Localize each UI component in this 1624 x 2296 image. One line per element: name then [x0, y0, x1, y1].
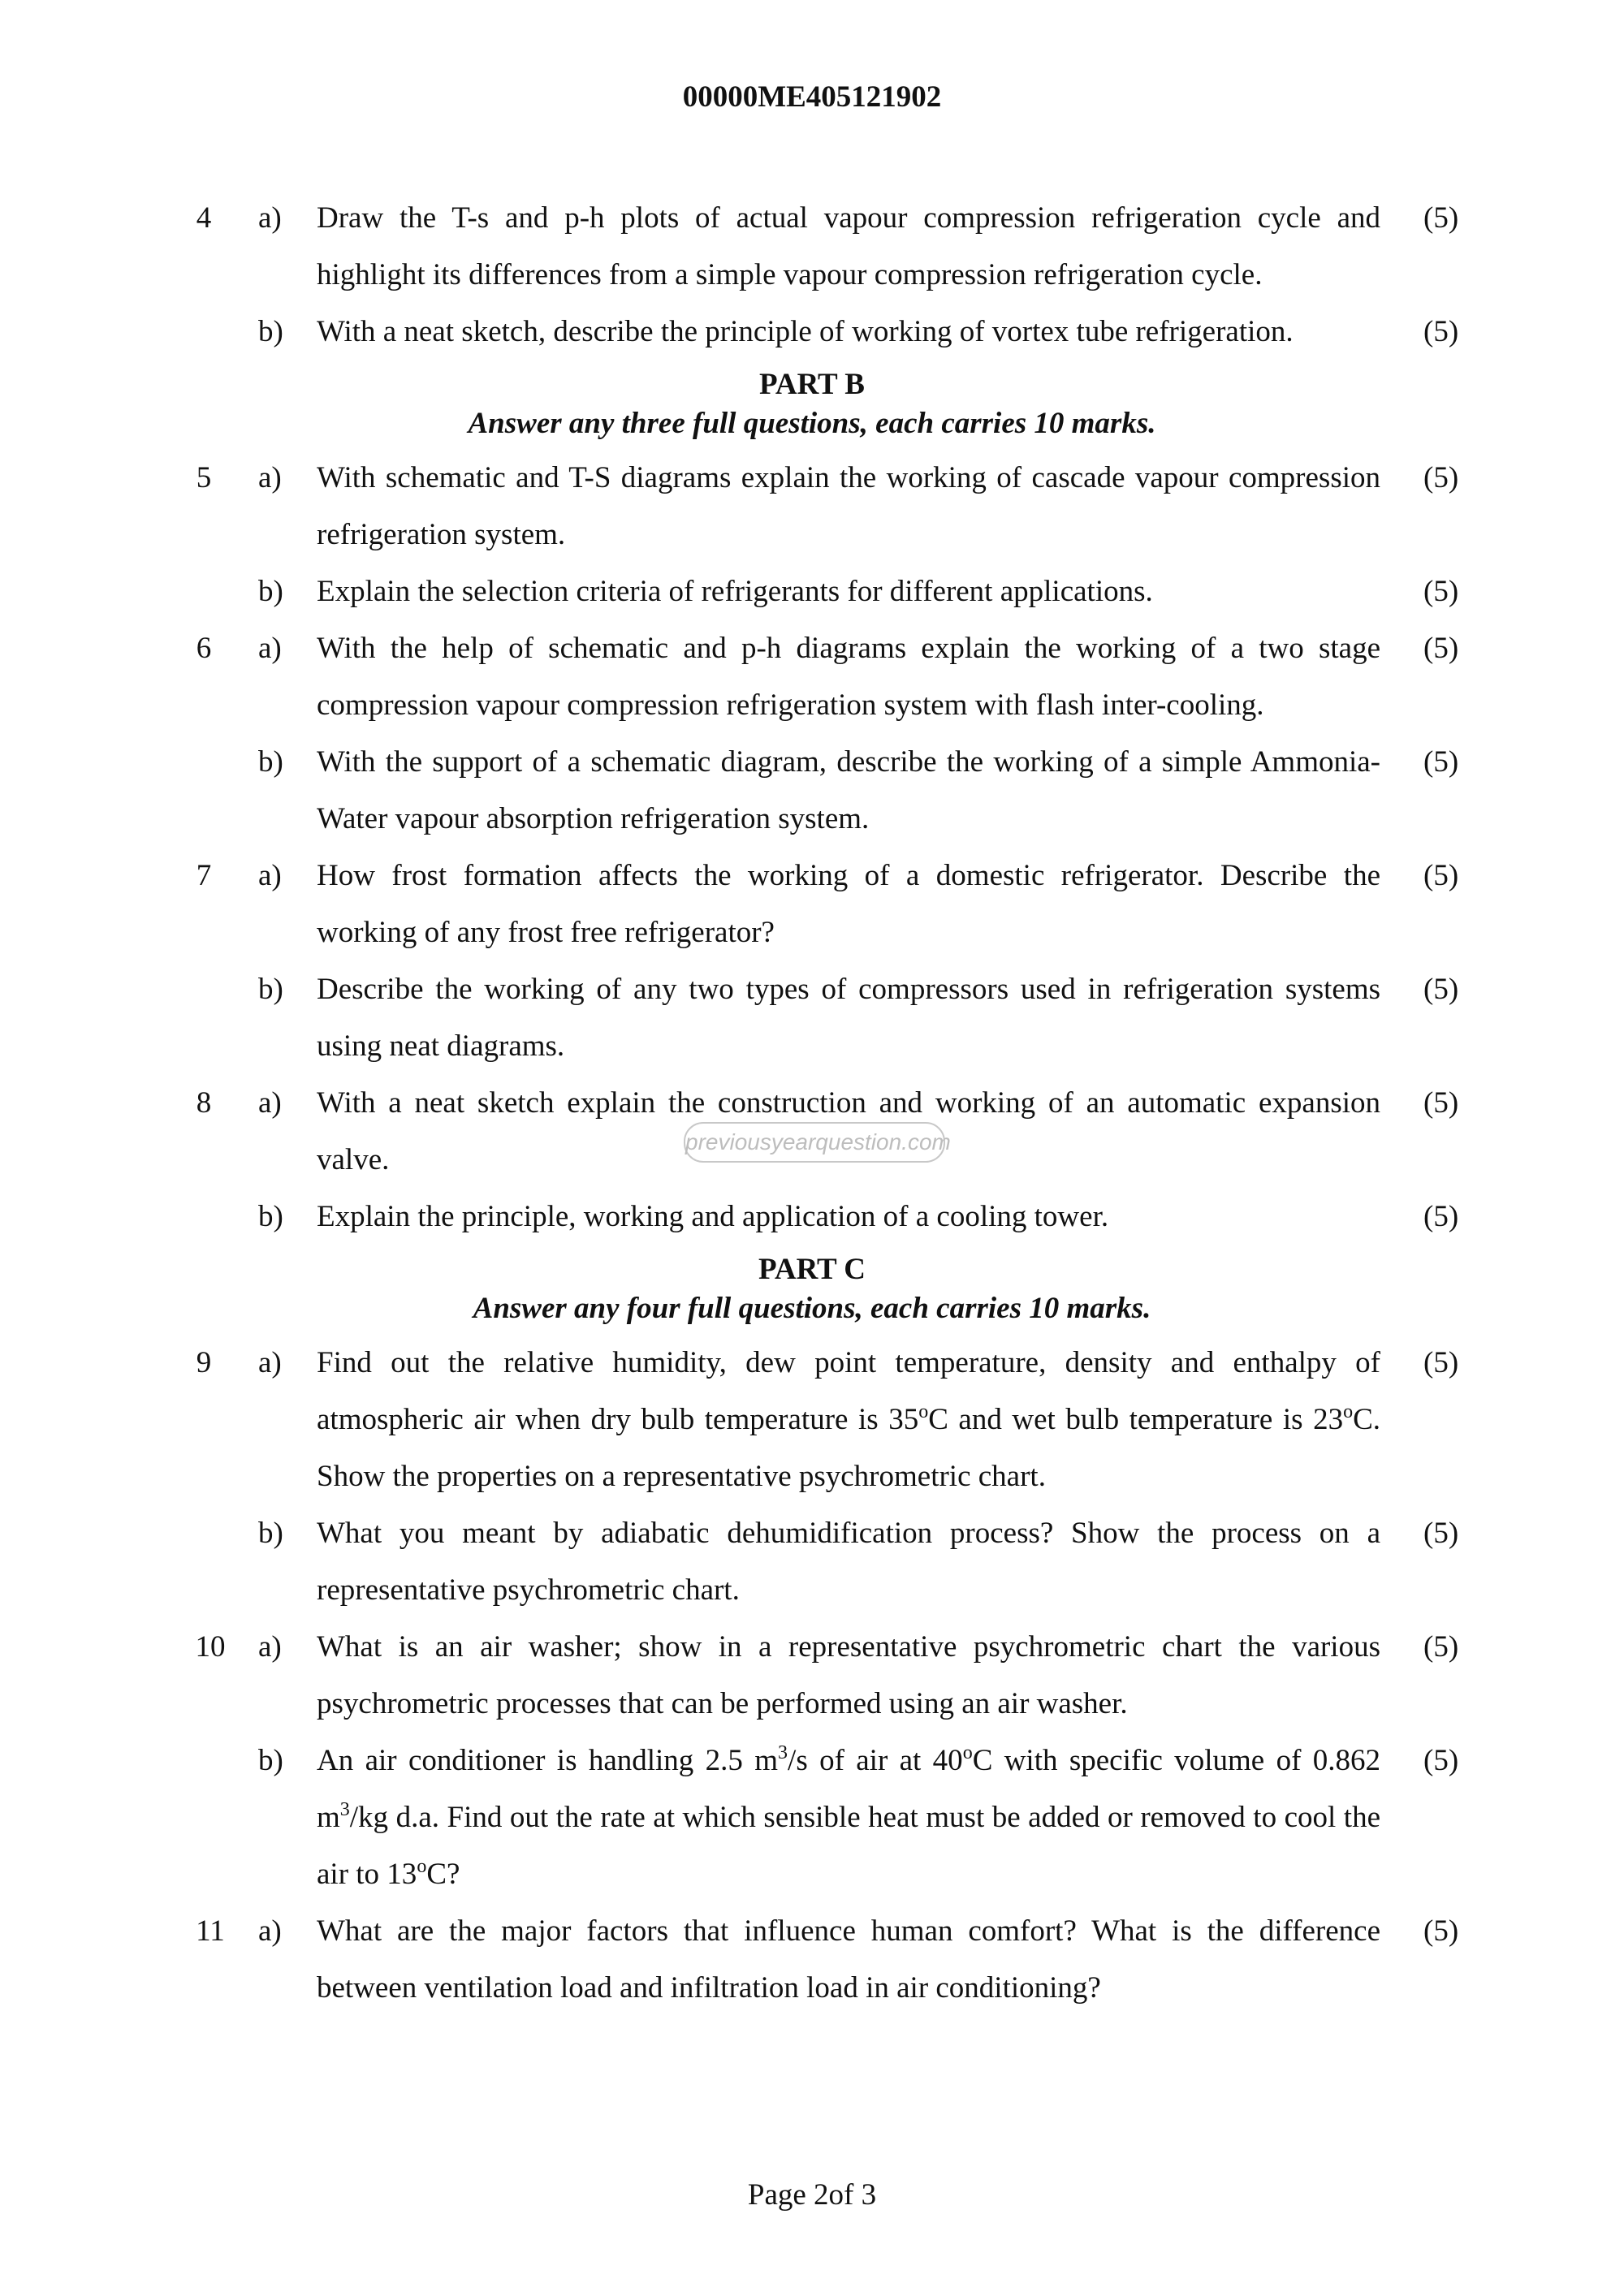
marks: (5)	[1423, 1086, 1459, 1120]
question-11a	[0, 1903, 1624, 2017]
question-text: Explain the selection criteria of refrigerants for different applications.	[317, 575, 1153, 608]
marks: (5)	[1423, 632, 1459, 665]
sub-label: a)	[258, 1914, 282, 1948]
marks: (5)	[1423, 1517, 1459, 1550]
question-text: How frost formation affects the working of a domestic refrigerator. Describe the working of any frost free refrigerator?	[317, 859, 1380, 949]
sub-label: b)	[258, 315, 283, 348]
question-text: With the support of a schematic diagram, describe the working of a simple Ammonia-Water vapour absorption refrigeration system.	[317, 745, 1380, 835]
question-number: 9	[196, 1346, 212, 1379]
question-5b	[0, 563, 1624, 620]
marks: (5)	[1423, 745, 1459, 779]
sub-label: a)	[258, 859, 282, 892]
question-text: Describe the working of any two types of compressors used in refrigeration systems using neat diagrams.	[317, 973, 1380, 1063]
question-text: With a neat sketch, describe the principle of working of vortex tube refrigeration.	[317, 315, 1294, 348]
question-7b	[0, 961, 1624, 1075]
question-text: An air conditioner is handling 2.5 $m^3/s$ of air at 40$^o$C with specific volume of 0.862 $m^3/kg$ d.a. Find out the rate at which sensible heat must be added or removed to cool the air to 13$^o$C?	[317, 1742, 1380, 1891]
marks: (5)	[1423, 859, 1459, 892]
sub-label: a)	[258, 461, 282, 494]
question-number: 6	[196, 632, 212, 665]
question-text: Explain the principle, working and application of a cooling tower.	[317, 1200, 1109, 1233]
question-7a	[0, 848, 1624, 961]
marks: (5)	[1423, 1744, 1459, 1777]
sub-label: a)	[258, 1346, 282, 1379]
section-instruction: Answer any four full questions, each carries 10 marks.	[473, 1292, 1151, 1325]
question-number: 8	[196, 1086, 212, 1120]
question-number: 4	[196, 201, 212, 235]
question-10a	[0, 1619, 1624, 1733]
sub-label: a)	[258, 1086, 282, 1120]
page-number: Page 2of 3	[747, 2178, 877, 2212]
sub-label: b)	[258, 973, 283, 1006]
question-number: 11	[196, 1914, 225, 1948]
question-text: With the help of schematic and p-h diagrams explain the working of a two stage compression vapour compression refrigeration system with flash inter-cooling.	[317, 632, 1380, 722]
question-text: What is an air washer; show in a representative psychrometric chart the various psychrometric processes that can be performed using an air washer.	[317, 1630, 1380, 1720]
sub-label: b)	[258, 1517, 283, 1550]
marks: (5)	[1423, 1630, 1459, 1664]
marks: (5)	[1423, 575, 1459, 608]
marks: (5)	[1423, 461, 1459, 494]
question-number: 5	[196, 461, 212, 494]
question-text: Find out the relative humidity, dew point temperature, density and enthalpy of atmospheric air when dry bulb temperature is 35$^o$C and wet bulb temperature is 23$^o$C. Show the properties on a representative psychrometric chart.	[317, 1346, 1381, 1493]
section-instruction: Answer any three full questions, each carries 10 marks.	[468, 407, 1156, 440]
sub-label: a)	[258, 201, 282, 235]
marks: (5)	[1423, 1200, 1459, 1233]
marks: (5)	[1423, 973, 1459, 1006]
question-6b	[0, 734, 1624, 848]
marks: (5)	[1423, 201, 1459, 235]
question-5a	[0, 450, 1624, 563]
section-title: PART C	[758, 1253, 866, 1286]
question-text: What are the major factors that influence human comfort? What is the difference between ventilation load and infiltration load in air conditioning?	[317, 1914, 1380, 2005]
sub-label: b)	[258, 575, 283, 608]
question-8b	[0, 1189, 1624, 1245]
part-c-header	[0, 1250, 1624, 1328]
question-9b	[0, 1505, 1624, 1619]
question-9a	[0, 1335, 1624, 1505]
question-text: Draw the T-s and p-h plots of actual vapour compression refrigeration cycle and highlight its differences from a simple vapour compression refrigeration cycle.	[317, 201, 1380, 291]
question-number: 7	[196, 859, 212, 892]
paper-code: 00000ME405121902	[682, 80, 942, 114]
question-4b	[0, 304, 1624, 360]
question-number: 10	[195, 1630, 226, 1664]
watermark: previousyearquestion.com	[684, 1122, 945, 1163]
question-10b	[0, 1733, 1624, 1903]
sub-label: b)	[258, 1200, 283, 1233]
sub-label: b)	[258, 745, 283, 779]
question-6a	[0, 620, 1624, 734]
marks: (5)	[1423, 1914, 1459, 1948]
section-title: PART B	[759, 368, 865, 401]
sub-label: a)	[258, 632, 282, 665]
question-4a	[0, 190, 1624, 304]
question-text: With schematic and T-S diagrams explain the working of cascade vapour compression refrigeration system.	[317, 461, 1380, 551]
question-list	[0, 190, 1624, 2017]
marks: (5)	[1423, 1346, 1459, 1379]
part-b-header	[0, 365, 1624, 443]
sub-label: a)	[258, 1630, 282, 1664]
sub-label: b)	[258, 1744, 283, 1777]
question-text: What you meant by adiabatic dehumidification process? Show the process on a representative psychrometric chart.	[317, 1517, 1380, 1607]
marks: (5)	[1423, 315, 1459, 348]
question-text: With a neat sketch explain the construction and working of an automatic expansion valve.	[317, 1086, 1380, 1176]
